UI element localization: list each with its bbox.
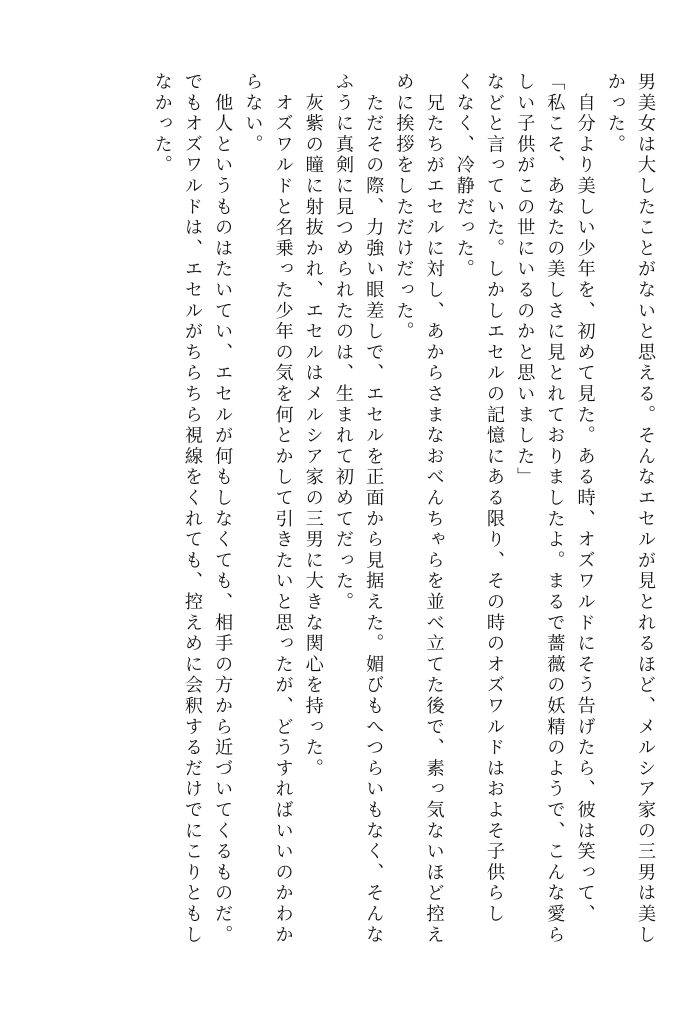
text-line: かった。 <box>604 72 626 156</box>
vertical-text-body <box>40 72 660 972</box>
text-line: などと言っていた。しかしエセルの記憶にある限り、その時のオズワルドはおよそ子供らし <box>483 72 505 925</box>
text-line: 兄たちがエセルに対し、あからさまなおべんちゃらを並べ立てた後で、素っ気ないほど控え <box>423 72 445 946</box>
text-line: 他人というものはたいてい、エセルが何もしなくても、相手の方から近づいてくるものだ。 <box>212 72 234 946</box>
text-line: くなく、冷静だった。 <box>453 72 475 280</box>
text-line: 自分より美しい少年を、初めて見た。ある時、オズワルドにそう告げたら、彼は笑って、 <box>574 72 596 925</box>
text-line: ふうに真剣に見つめられたのは、生まれて初めてだった。 <box>332 72 354 613</box>
text-line: オズワルドと名乗った少年の気を何とかして引きたいと思ったが、どうすればいいのかわか <box>272 72 294 946</box>
text-line: でもオズワルドは、エセルがちらちら視線をくれても、控えめに会釈するだけでにこりともし <box>181 72 203 946</box>
text-line: 男美女は大したことがないと思える。そんなエセルが見とれるほど、メルシア家の三男は美し <box>635 72 656 946</box>
text-line: なかった。 <box>151 72 173 176</box>
text-line: ただその際、力強い眼差しで、エセルを正面から見据えた。媚びもへつらいもなく、そんな <box>363 72 385 946</box>
text-line: らない。 <box>242 72 264 156</box>
text-line: 灰紫の瞳に射抜かれ、エセルはメルシア家の三男に大きな関心を持った。 <box>302 72 324 780</box>
text-line: 「私こそ、あなたの美しさに見とれておりましたよ。まるで薔薇の妖精のようで、こんな愛ら <box>544 72 566 946</box>
text-line: めに挨拶をしただけだった。 <box>393 72 415 343</box>
text-line: しい子供がこの世にいるのかと思いました」 <box>514 72 536 488</box>
